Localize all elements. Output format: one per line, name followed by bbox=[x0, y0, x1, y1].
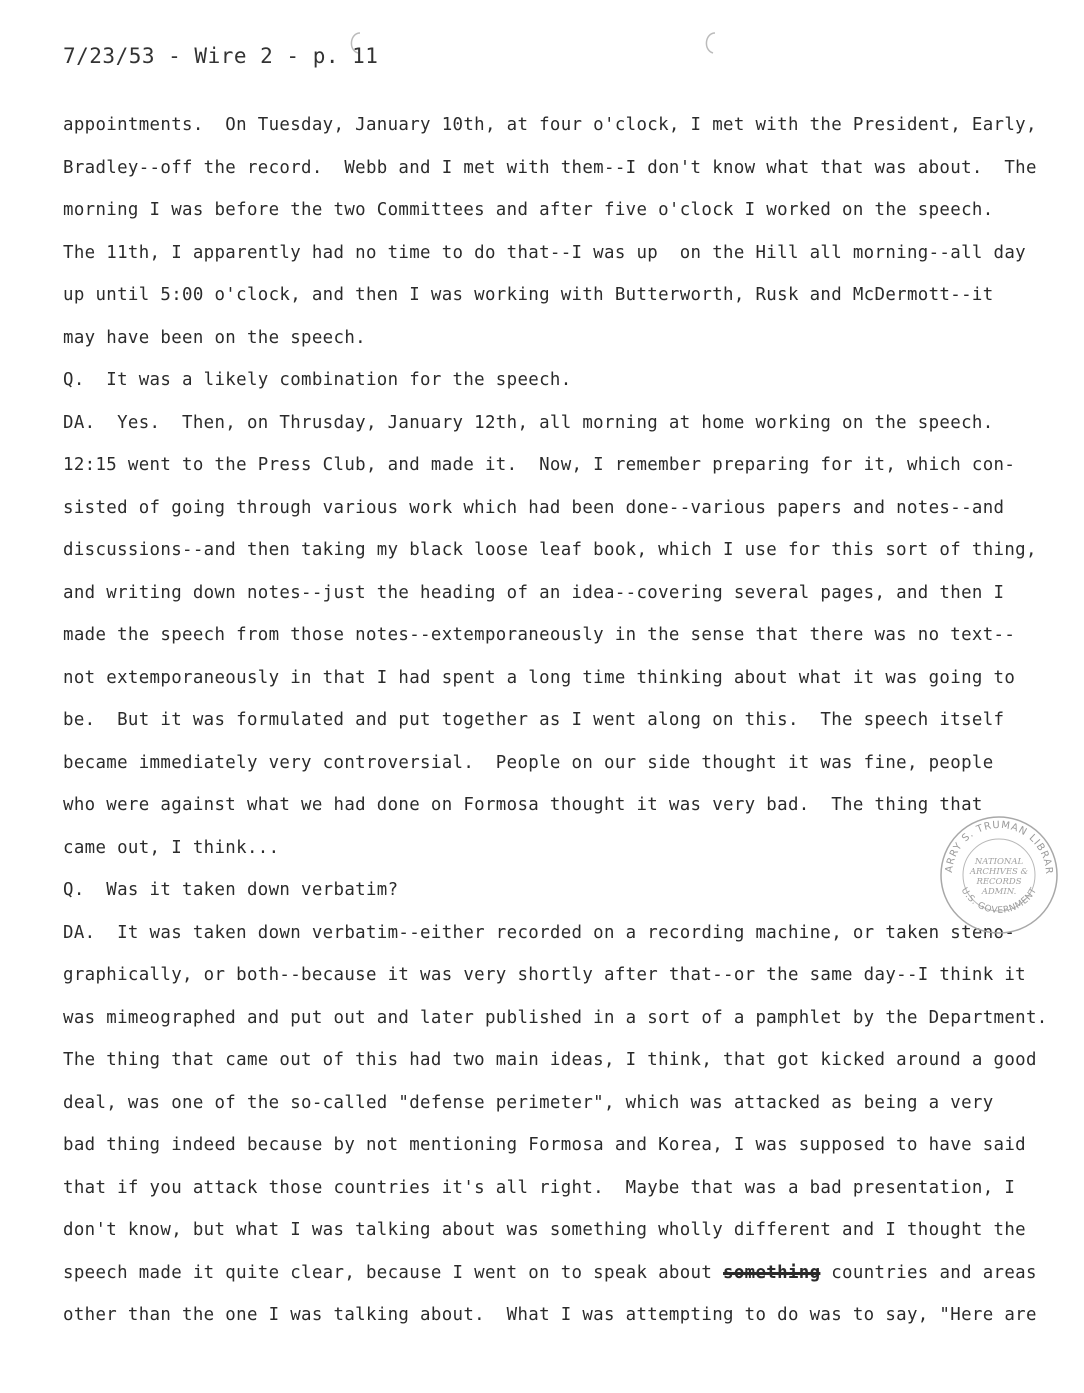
stamp-ring-text: ARRY S. TRUMAN LIBRAR bbox=[943, 819, 1055, 875]
stamp-ring-bottom-text: U.S. GOVERNMENT bbox=[958, 886, 1040, 916]
text-line: DA. It was taken down verbatim--either recorded on a recording machine, or taken steno- bbox=[63, 922, 1016, 943]
text-line: Q. Was it taken down verbatim? bbox=[63, 880, 399, 900]
text-line: and writing down notes--just the heading of an idea--covering several pages, and then I bbox=[63, 582, 1005, 603]
text-line: Bradley--off the record. Webb and I met with them--I don't know what that was about. The bbox=[63, 157, 1037, 178]
stamp-center-line: ARCHIVES & bbox=[969, 867, 1029, 877]
text-line: 12:15 went to the Press Club, and made it. Now, I remember preparing for it, which con- bbox=[63, 455, 1016, 475]
text-line: bad thing indeed because by not mentioning Formosa and Korea, I was supposed to have said bbox=[63, 1135, 1026, 1155]
text-line: Q. It was a likely combination for the speech. bbox=[63, 370, 572, 390]
text-segment: speech made it quite clear, because I went on to speak about bbox=[63, 1262, 713, 1283]
page-header: 7/23/53 - Wire 2 - p. 11 bbox=[63, 44, 379, 68]
stamp-center-line: ADMIN. bbox=[981, 887, 1017, 897]
punch-hole-mark-right bbox=[699, 30, 721, 56]
text-line: who were against what we had done on Formosa thought it was very bad. The thing that bbox=[63, 795, 983, 815]
transcript-body bbox=[63, 104, 1048, 1337]
text-line: sisted of going through various work which had been done--various papers and notes--and bbox=[63, 497, 1005, 518]
text-line: discussions--and then taking my black loose leaf book, which I use for this sort of thing, bbox=[63, 540, 1037, 560]
text-line: graphically, or both--because it was very shortly after that--or the same day--I think it bbox=[63, 965, 1026, 985]
stamp-center-line: NATIONAL bbox=[974, 857, 1024, 867]
text-line: may have been on the speech. bbox=[63, 327, 366, 348]
struck-word: something bbox=[723, 1262, 821, 1283]
text-line: be. But it was formulated and put together as I went along on this. The speech itself bbox=[63, 710, 1005, 730]
text-line: that if you attack those countries it's all right. Maybe that was a bad presentation, I bbox=[63, 1177, 1016, 1198]
text-line: not extemporaneously in that I had spent a long time thinking about what it was going to bbox=[63, 667, 1016, 688]
text-line: was mimeographed and put out and later published in a sort of a pamphlet by the Department. bbox=[63, 1007, 1048, 1028]
library-archive-stamp bbox=[938, 814, 1060, 936]
text-line: don't know, but what I was talking about was something wholly different and I thought the bbox=[63, 1220, 1026, 1240]
text-line: up until 5:00 o'clock, and then I was working with Butterworth, Rusk and McDermott--it bbox=[63, 285, 994, 305]
text-line: made the speech from those notes--extemporaneously in the sense that there was no text-- bbox=[63, 625, 1016, 645]
text-line: became immediately very controversial. People on our side thought it was fine, people bbox=[63, 752, 994, 773]
text-segment: countries and areas bbox=[820, 1262, 1037, 1283]
text-line-with-strikeout bbox=[63, 1252, 1038, 1295]
text-line: morning I was before the two Committees and after five o'clock I worked on the speech. bbox=[63, 200, 994, 220]
text-line: The thing that came out of this had two main ideas, I think, that got kicked around a good bbox=[63, 1050, 1037, 1070]
text-line: deal, was one of the so-called "defense perimeter", which was attacked as being a very bbox=[63, 1092, 994, 1113]
text-line: DA. Yes. Then, on Thrusday, January 12th, all morning at home working on the speech. bbox=[63, 412, 994, 433]
text-line: The 11th, I apparently had no time to do that--I was up on the Hill all morning--all day bbox=[63, 242, 1026, 263]
text-line: other than the one I was talking about. What I was attempting to do was to say, "Here are bbox=[63, 1305, 1037, 1325]
text-line: appointments. On Tuesday, January 10th, at four o'clock, I met with the President, Early, bbox=[63, 115, 1037, 135]
text-line: came out, I think... bbox=[63, 837, 280, 858]
stamp-center-line: RECORDS bbox=[976, 877, 1022, 887]
